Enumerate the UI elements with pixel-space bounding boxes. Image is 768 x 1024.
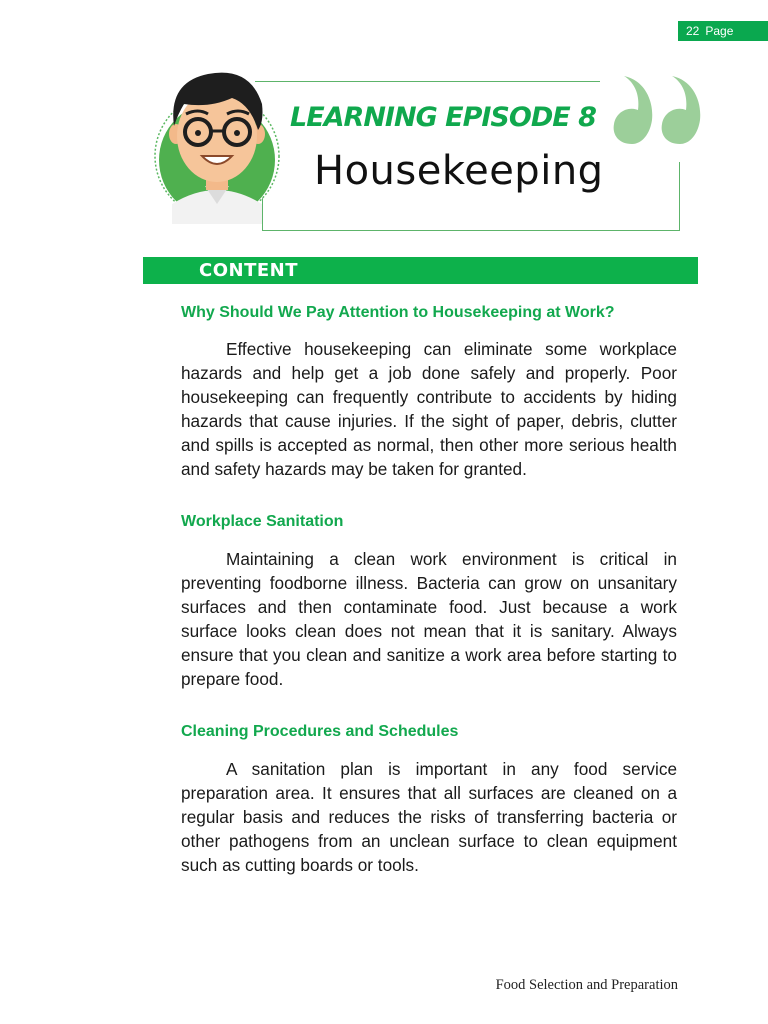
page-title: Housekeeping (314, 148, 604, 194)
content-section-bar (143, 257, 698, 284)
teacher-avatar-icon (150, 64, 285, 224)
episode-title: LEARNING EPISODE 8 (290, 102, 596, 133)
page-number: 22 (686, 24, 700, 38)
section-heading: Cleaning Procedures and Schedules (181, 723, 459, 740)
section-paragraph: Maintaining a clean work environment is critical in preventing foodborne illness. Bacteria can grow on unsanitary surfaces and then contaminate food. Just because a work surface looks clean does not mean that it is sanitary. Always ensure that you clean and sanitize a work area before starting to prepare food. (181, 549, 677, 689)
header-frame-top (255, 81, 600, 82)
content-bar-label: CONTENT (199, 260, 298, 281)
section-paragraph: A sanitation plan is important in any food service preparation area. It ensures that all surfaces are cleaned on a regular basis and reduces the risks of transferring bacteria or other pathogens from an unclean surface to clean equipment such as cutting boards or tools. (181, 759, 677, 875)
footer-course-title: Food Selection and Preparation (495, 977, 678, 993)
page-label: Page (705, 24, 734, 38)
section-paragraph: Effective housekeeping can eliminate some workplace hazards and help get a job done safely and properly. Poor housekeeping can frequently contribute to accidents by hiding hazards that cause injuries. If the sight of paper, debris, clutter and spills is accepted as normal, then other more serious health and safety hazards may be taken for granted. (181, 339, 677, 479)
quote-mark-icon (610, 72, 706, 146)
header-frame-bottom (262, 230, 680, 231)
page-number-tab (678, 21, 768, 41)
section-heading: Workplace Sanitation (181, 513, 344, 530)
header-frame-right (679, 162, 680, 230)
section-heading: Why Should We Pay Attention to Housekeeping at Work? (181, 304, 615, 321)
